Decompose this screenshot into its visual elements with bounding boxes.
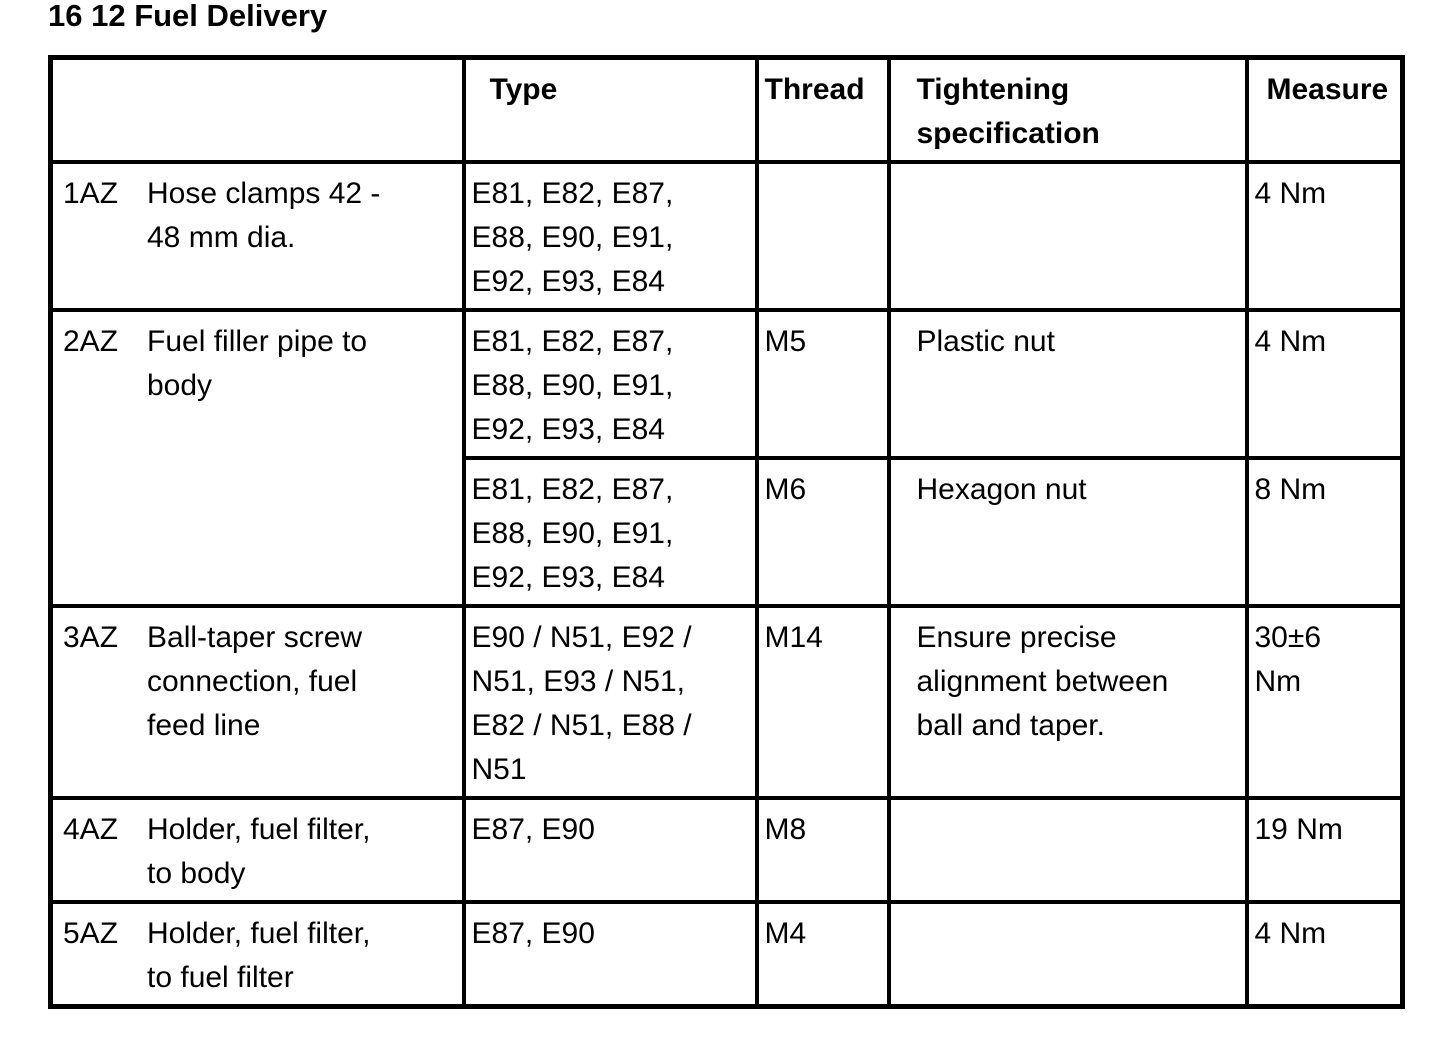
header-tightening-specification <box>889 58 1247 163</box>
table-row-5az <box>51 902 1403 1007</box>
item-2az <box>63 320 458 408</box>
item-cell-4az <box>51 798 464 902</box>
table-row-3az <box>51 606 1403 798</box>
tightening-cell-5az <box>889 902 1247 1007</box>
tightening-value-3az: Ensure precise alignment between ball and taper. <box>916 621 1169 742</box>
thread-cell-5az: M4 <box>757 902 889 1007</box>
table-header-row <box>51 58 1403 163</box>
tightening-cell-2az-sub2: Hexagon nut <box>889 458 1247 606</box>
header-item <box>51 58 464 163</box>
measure-value-2az-sub1: 4 Nm <box>1254 325 1327 358</box>
item-4az <box>63 808 458 896</box>
item-cell-5az <box>51 902 464 1007</box>
type-value-3az: E90 / N51, E92 / N51, E93 / N51, E82 / N51, E88 / N51 <box>471 621 692 786</box>
measure-cell-3az <box>1247 606 1403 798</box>
header-measure: Measure <box>1247 58 1403 163</box>
type-value-2az-sub2: E81, E82, E87, E88, E90, E91, E92, E93, E84 <box>471 473 674 594</box>
row-description-2az: Fuel filler pipe to body <box>147 325 368 402</box>
header-type: Type <box>464 58 757 163</box>
type-cell-2az-sub1 <box>464 310 757 458</box>
measure-value-5az: 4 Nm <box>1254 917 1327 950</box>
type-value-2az-sub1: E81, E82, E87, E88, E90, E91, E92, E93, E84 <box>471 325 674 446</box>
type-cell-5az <box>464 902 757 1007</box>
tightening-cell-3az <box>889 606 1247 798</box>
row-id-3az: 3AZ <box>63 621 119 654</box>
type-value-4az: E87, E90 <box>471 813 595 846</box>
item-5az <box>63 912 458 1000</box>
header-tightening-label: Tightening specification <box>916 73 1100 150</box>
thread-cell-3az: M14 <box>757 606 889 798</box>
measure-cell-2az-sub1 <box>1247 310 1403 458</box>
row-id-2az: 2AZ <box>63 325 119 358</box>
row-id-4az: 4AZ <box>63 813 119 846</box>
item-cell-3az <box>51 606 464 798</box>
measure-cell-1az <box>1247 162 1403 310</box>
measure-cell-2az-sub2 <box>1247 458 1403 606</box>
measure-value-1az: 4 Nm <box>1254 177 1327 210</box>
thread-cell-4az: M8 <box>757 798 889 902</box>
row-description-3az: Ball-taper screw connection, fuel feed line <box>147 621 363 742</box>
row-id-5az: 5AZ <box>63 917 119 950</box>
thread-cell-2az-sub2: M6 <box>757 458 889 606</box>
measure-value-2az-sub2: 8 Nm <box>1254 473 1327 506</box>
type-value-5az: E87, E90 <box>471 917 595 950</box>
header-thread: Thread <box>757 58 889 163</box>
type-cell-3az <box>464 606 757 798</box>
type-value-1az: E81, E82, E87, E88, E90, E91, E92, E93, E84 <box>471 177 674 298</box>
row-description-4az: Holder, fuel filter, to body <box>147 813 371 890</box>
row-description-1az: Hose clamps 42 - 48 mm dia. <box>147 177 381 254</box>
thread-cell-2az-sub1: M5 <box>757 310 889 458</box>
tightening-cell-4az <box>889 798 1247 902</box>
type-cell-2az-sub2 <box>464 458 757 606</box>
item-3az <box>63 616 458 748</box>
row-description-5az: Holder, fuel filter, to fuel filter <box>147 917 371 994</box>
type-cell-4az <box>464 798 757 902</box>
thread-cell-1az <box>757 162 889 310</box>
table-row-2az-sub1 <box>51 310 1403 458</box>
fuel-delivery-spec-table <box>48 55 1405 1009</box>
measure-cell-4az <box>1247 798 1403 902</box>
item-cell-2az <box>51 310 464 606</box>
table-row-1az <box>51 162 1403 310</box>
page-title: 16 12 Fuel Delivery <box>48 0 328 33</box>
tightening-cell-1az <box>889 162 1247 310</box>
row-id-1az: 1AZ <box>63 177 119 210</box>
table-row-4az <box>51 798 1403 902</box>
item-cell-1az <box>51 162 464 310</box>
measure-cell-5az <box>1247 902 1403 1007</box>
item-1az <box>63 172 458 260</box>
type-cell-1az <box>464 162 757 310</box>
measure-value-4az: 19 Nm <box>1254 813 1343 846</box>
measure-value-3az: 30±6 Nm <box>1254 621 1322 698</box>
tightening-cell-2az-sub1: Plastic nut <box>889 310 1247 458</box>
